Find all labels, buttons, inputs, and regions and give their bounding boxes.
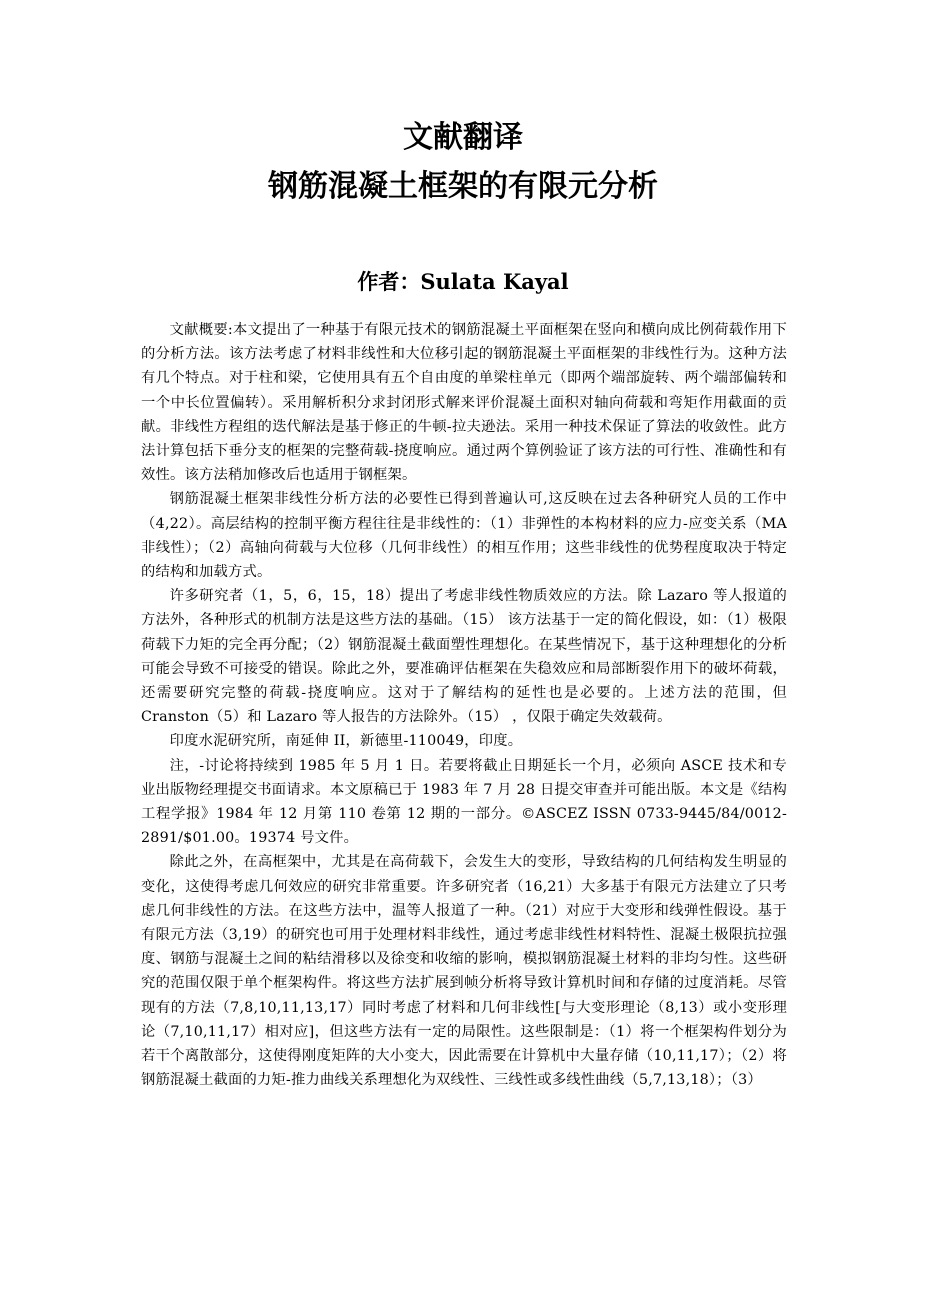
body-paragraph: 钢筋混凝土框架非线性分析方法的必要性已得到普遍认可,这反映在过去各种研究人员的工作中（4,22）。高层结构的控制平衡方程往往是非线性的：（1）非弹性的本构材料的应力-应变关系（MA 非线性）；（2）高轴向荷载与大位移（几何非线性）的相互作用；这些非线性的优势程度取决于特定的结构和加载方式。 xyxy=(141,491,787,581)
body-paragraph: 许多研究者（1，5，6，15，18）提出了考虑非线性物质效应的方法。除 Lazaro 等人报道的方法外，各种形式的机制方法是这些方法的基础。（15） 该方法基于一定的简化假设，如：（1）极限荷载下力矩的完全再分配；（2）钢筋混凝土截面塑性理想化。在某些情况下，基于这种理想化的分析可能会导致不可接受的错误。除此之外，要准确评估框架在失稳效应和局部断裂作用下的破坏荷载，还需要研究完整的荷载-挠度响应。这对于了解结构的延性也是必要的。上述方法的范围，但 Cranston（5）和 Lazaro 等人报告的方法除外。（15） ，仅限于确定失效载荷。 xyxy=(141,588,787,726)
paper-title: 钢筋混凝土框架的有限元分析 xyxy=(268,169,658,204)
author-line: 作者：Sulata Kayal xyxy=(357,269,569,294)
note-paragraph: 注，-讨论将持续到 1985 年 5 月 1 日。若要将截止日期延长一个月，必须向 ASCE 技术和专业出版物经理提交书面请求。本文原稿已于 1983 年 7 月 28 日提交审查并可能出版。本文是《结构工程学报》1984 年 12 月第 110 卷第 12 期的一部分。©ASCEZ ISSN 0733-9445/84/0012-2891/$01.00。19374 号文件。 xyxy=(141,757,787,847)
abstract-paragraph: 文献概要:本文提出了一种基于有限元技术的钢筋混凝土平面框架在竖向和横向成比例荷载作用下的分析方法。该方法考虑了材料非线性和大位移引起的钢筋混凝土平面框架的非线性行为。这种方法有几个特点。对于柱和梁，它使用具有五个自由度的单梁柱单元（即两个端部旋转、两个端部偏转和一个中长位置偏转）。采用解析积分求封闭形式解来评价混凝土面积对轴向荷载和弯矩作用截面的贡献。非线性方程组的迭代解法是基于修正的牛顿-拉夫逊法。采用一种技术保证了算法的收敛性。此方法计算包括下垂分支的框架的完整荷载-挠度响应。通过两个算例验证了该方法的可行性、准确性和有效性。该方法稍加修改后也适用于钢框架。 xyxy=(141,322,787,484)
affiliation-paragraph: 印度水泥研究所，南延伸 II，新德里-110049，印度。 xyxy=(169,733,523,750)
body-paragraph: 除此之外，在高框架中，尤其是在高荷载下，会发生大的变形，导致结构的几何结构发生明显的变化，这使得考虑几何效应的研究非常重要。许多研究者（16,21）大多基于有限元方法建立了只考虑几何非线性的方法。在这些方法中，温等人报道了一种。（21）对应于大变形和线弹性假设。基于有限元方法（3,19）的研究也可用于处理材料非线性，通过考虑非线性材料特性、混凝土极限抗拉强度、钢筋与混凝土之间的粘结滑移以及徐变和收缩的影响，模拟钢筋混凝土材料的非均匀性。这些研究的范围仅限于单个框架构件。将这些方法扩展到帧分析将导致计算机时间和存储的过度消耗。尽管现有的方法（7,8,10,11,13,17）同时考虑了材料和几何非线性[与大变形理论（8,13）或小变形理论（7,10,11,17）相对应]，但这些方法有一定的局限性。这些限制是：（1）将一个框架构件划分为若干个离散部分，这使得刚度矩阵的大小变大，因此需要在计算机中大量存储（10,11,17）；（2）将钢筋混凝土截面的力矩-推力曲线关系理想化为双线性、三线性或多线性曲线（5,7,13,18）；（3） xyxy=(141,854,787,1089)
body-text xyxy=(141,318,787,1093)
document-title: 文献翻译 xyxy=(403,120,523,155)
